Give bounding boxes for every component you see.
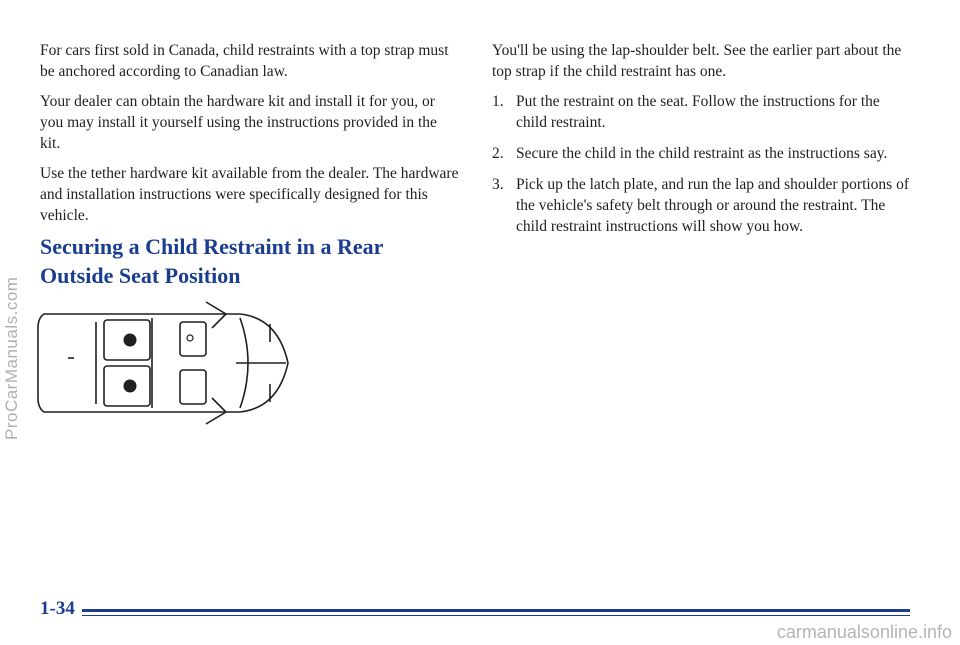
door-lower	[206, 398, 226, 424]
car-seat-position-diagram-icon	[30, 298, 300, 428]
step-number: 1.	[492, 93, 504, 110]
step-number: 3.	[492, 176, 504, 193]
seat-position-marker-lower	[124, 380, 137, 393]
front-seat-lower	[180, 370, 206, 404]
footer-site-watermark: carmanualsonline.info	[776, 622, 952, 642]
step-text: Pick up the latch plate, and run the lap and shoulder portions of the vehicle's safety belt through or around the restraint. The child restraint instructions will show you how.	[516, 176, 910, 235]
instruction-steps	[492, 91, 912, 237]
right-column	[492, 40, 912, 247]
footer-rule-thin	[82, 615, 910, 616]
step-text: Secure the child in the child restraint as the instructions say.	[516, 145, 888, 162]
footer-rule	[82, 609, 910, 612]
page-number: 1-34	[40, 598, 75, 619]
side-watermark: ProCarManuals.com	[2, 276, 21, 440]
step-number: 2.	[492, 145, 504, 162]
door-upper	[206, 302, 226, 328]
paragraph-dealer-kit: Your dealer can obtain the hardware kit and install it for you, or you may install it yourself using the instructions provided in the kit.	[40, 93, 437, 152]
section-heading: Securing a Child Restraint in a Rear Outside Seat Position	[40, 234, 384, 288]
list-item	[492, 91, 912, 133]
list-item	[492, 174, 912, 237]
seat-position-marker-upper	[124, 334, 137, 347]
step-text: Put the restraint on the seat. Follow the instructions for the child restraint.	[516, 93, 880, 131]
paragraph-canada-law: For cars first sold in Canada, child restraints with a top strap must be anchored according to Canadian law.	[40, 42, 449, 80]
left-column	[40, 40, 460, 235]
paragraph-lap-shoulder: You'll be using the lap-shoulder belt. See the earlier part about the top strap if the child restraint has one.	[492, 42, 902, 80]
paragraph-tether-kit: Use the tether hardware kit available from the dealer. The hardware and installation instructions were specifically designed for this vehicle.	[40, 165, 459, 224]
list-item	[492, 143, 912, 164]
